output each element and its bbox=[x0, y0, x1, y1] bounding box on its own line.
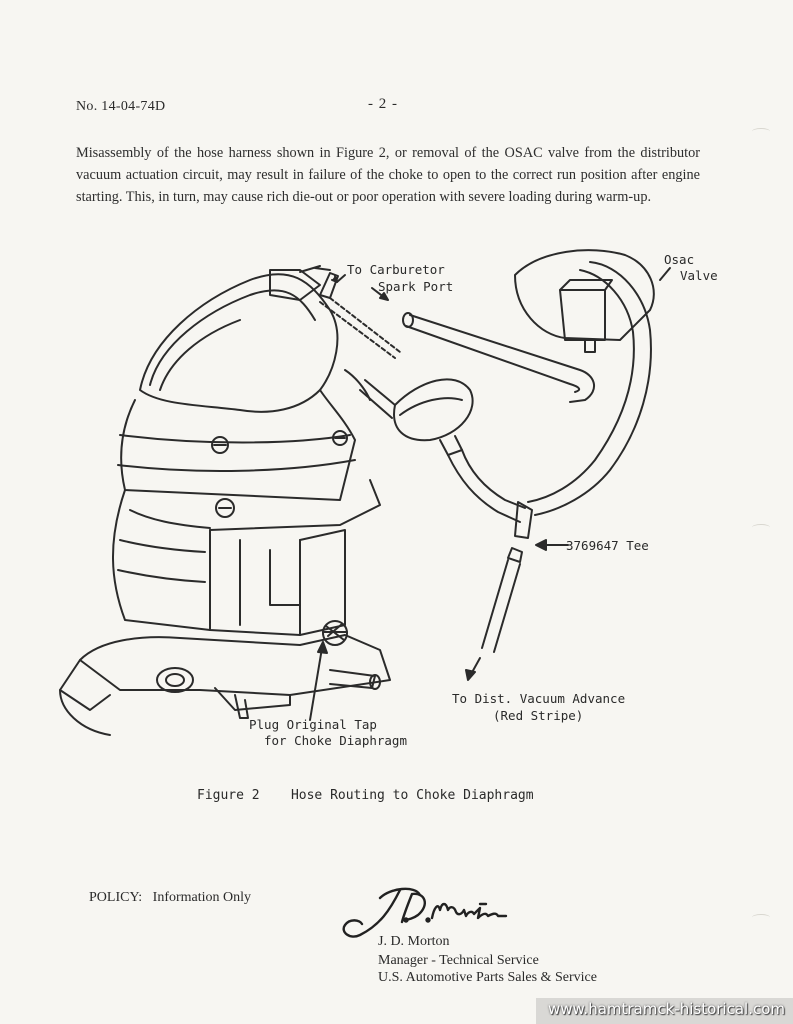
label-plug-tap: Plug Original Tap bbox=[249, 717, 377, 732]
signer-name: J. D. Morton bbox=[378, 934, 450, 949]
punch-hole-mark bbox=[752, 914, 770, 921]
label-dist-vacuum: To Dist. Vacuum Advance bbox=[452, 691, 626, 706]
caption-title: Hose Routing to Choke Diaphragm bbox=[290, 788, 534, 803]
hose-to-distributor bbox=[482, 560, 508, 648]
signer-organization: U.S. Automotive Parts Sales & Service bbox=[378, 970, 597, 985]
policy-line bbox=[89, 890, 251, 906]
arrow-plug bbox=[310, 648, 322, 720]
hose-spark-port bbox=[410, 315, 594, 402]
label-choke-diaphragm: for Choke Diaphragm bbox=[264, 733, 407, 748]
hose-routing-diagram bbox=[0, 240, 793, 760]
label-spark-port: Spark Port bbox=[378, 279, 454, 294]
caption-number: Figure 2 bbox=[197, 788, 260, 803]
body-paragraph: Misassembly of the hose harness shown in Figure 2, or removal of the OSAC valve from the distributor vacuum actuation circuit, may result in failure of the choke to open to the correct run position after engine starting. This, in turn, may cause rich die-out or poor operation with severe loading during warm-up. bbox=[76, 145, 700, 205]
policy-label: POLICY: bbox=[89, 890, 143, 905]
osac-valve bbox=[515, 250, 654, 340]
label-osac: Osac bbox=[664, 252, 695, 267]
site-watermark: www.hamtramck-historical.com bbox=[536, 998, 793, 1024]
figure-caption bbox=[197, 788, 534, 803]
label-tee: 3769647 Tee bbox=[566, 538, 649, 553]
policy-value: Information Only bbox=[152, 890, 252, 905]
hose-diaphragm-to-tee bbox=[448, 455, 520, 522]
punch-hole-mark bbox=[752, 128, 770, 135]
label-valve: Valve bbox=[680, 268, 718, 283]
signer-title: Manager - Technical Service bbox=[378, 953, 539, 968]
arrow-osac bbox=[660, 268, 670, 280]
page-number: - 2 - bbox=[368, 96, 398, 112]
label-red-stripe: (Red Stripe) bbox=[493, 708, 584, 723]
choke-diaphragm bbox=[394, 379, 473, 440]
label-to-carburetor: To Carburetor bbox=[347, 262, 445, 277]
document-number: No. 14-04-74D bbox=[76, 99, 166, 114]
carburetor-body bbox=[121, 390, 355, 500]
